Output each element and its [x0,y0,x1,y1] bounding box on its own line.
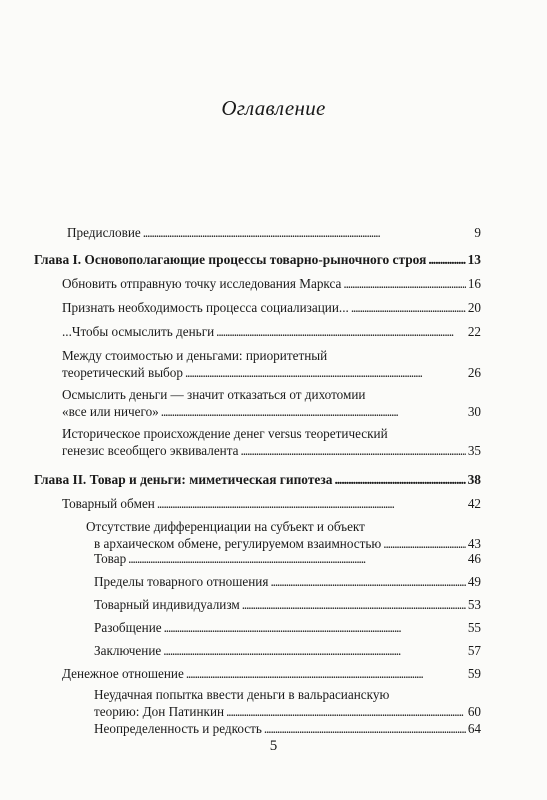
toc-entry-title: ...Чтобы осмыслить деньги [62,324,215,339]
toc-entry-page: 16 [467,276,481,291]
dot-leader [226,703,466,720]
toc-entry[interactable] [94,573,481,590]
toc-entry-title: «все или ничего» [62,404,159,419]
toc-entry-title-line1: Неудачная попытка ввести деньги в вальрасианскую [94,687,390,702]
toc-entry-title: в архаическом обмене, регулируемом взаимностью [94,536,382,551]
toc-entry[interactable] [94,619,481,636]
toc-entry-title: Неопределенность и редкость [94,721,262,736]
dot-leader [334,471,465,488]
toc-entry-page: 60 [467,704,481,719]
toc-entry-title: Разобщение [94,620,162,635]
toc-entry[interactable] [94,642,481,659]
toc-entry-page: 26 [467,365,481,380]
toc-entry-title: теоретический выбор [62,365,183,380]
toc-entry-page: 42 [467,496,481,511]
toc-entry-page: 55 [467,620,481,635]
toc-entry-title: Денежное отношение [62,666,184,681]
toc-entry-title-line1: Между стоимостью и деньгами: приоритетный [62,348,328,363]
dot-leader [128,550,466,567]
dot-leader [343,275,465,292]
toc-entry-page: 38 [467,472,481,487]
toc-entry-page: 30 [467,404,481,419]
toc-entry-page: 43 [467,536,481,551]
toc-entry-page: 49 [467,574,481,589]
toc-entry-page: 20 [467,300,481,315]
toc-entry[interactable] [62,275,481,292]
dot-leader [185,364,466,381]
dot-leader [264,720,466,737]
toc-entry-title: теорию: Дон Патинкин [94,704,225,719]
toc-entry[interactable] [94,686,481,720]
toc-chapter-1[interactable] [34,251,481,268]
dot-leader [351,299,466,316]
toc-entry-page: 35 [467,443,481,458]
toc-entry-title: Предисловие [67,225,141,240]
toc-entry-title-line1: Осмыслить деньги — значит отказаться от дихотомии [62,387,366,402]
dot-leader [143,224,473,241]
toc-heading: Оглавление [221,96,326,120]
toc-entry[interactable] [86,518,481,552]
toc-entry-title: Признать необходимость процесса социализации... [62,300,349,315]
dot-leader [428,251,465,268]
toc-entry-title-line1: Отсутствие дифференциации на субъект и объект [86,519,365,534]
dot-leader [161,403,466,420]
toc-chapter-2[interactable] [34,471,481,488]
toc-entry-preface[interactable] [67,224,481,241]
toc-entry-title: Товарный индивидуализм [94,597,240,612]
dot-leader [163,642,466,659]
toc-entry[interactable] [94,720,481,737]
dot-leader [242,596,466,613]
toc-entry-title: Пределы товарного отношения [94,574,269,589]
toc-entry-page: 57 [467,643,481,658]
toc-entry-page: 13 [467,252,481,267]
toc-entry[interactable] [62,425,481,459]
toc-entry-page: 46 [467,551,481,566]
dot-leader [164,619,466,636]
toc-entry[interactable] [62,665,481,682]
toc-entry-page: 22 [467,324,481,339]
dot-leader [241,442,466,459]
dot-leader [157,495,466,512]
toc-entry[interactable] [62,299,481,316]
toc-entry-title: Товар [94,551,127,566]
toc-entry[interactable] [62,347,481,381]
toc-entry-page: 64 [467,721,481,736]
toc-entry-page: 53 [467,597,481,612]
dot-leader [186,665,466,682]
toc-chapter-title: Глава I. Основополагающие процессы товарно-рыночного строя [34,252,427,267]
toc-entry[interactable] [62,323,481,340]
toc-entry-title: генезис всеобщего эквивалента [62,443,239,458]
toc-entry-page: 9 [474,225,481,240]
toc-entry[interactable] [62,495,481,512]
toc-entry[interactable] [94,550,481,567]
toc-chapter-title: Глава II. Товар и деньги: миметическая гипотеза [34,472,333,487]
toc-entry-title: Обновить отправную точку исследования Маркса [62,276,342,291]
toc-entry[interactable] [94,596,481,613]
dot-leader [216,323,466,340]
toc-entry-title-line1: Историческое происхождение денег versus теоретический [62,426,388,441]
toc-entry-title: Товарный обмен [62,496,155,511]
dot-leader [270,573,465,590]
toc-entry[interactable] [62,386,481,420]
page-number: 5 [269,738,278,754]
toc-entry-page: 59 [467,666,481,681]
toc-entry-title: Заключение [94,643,162,658]
